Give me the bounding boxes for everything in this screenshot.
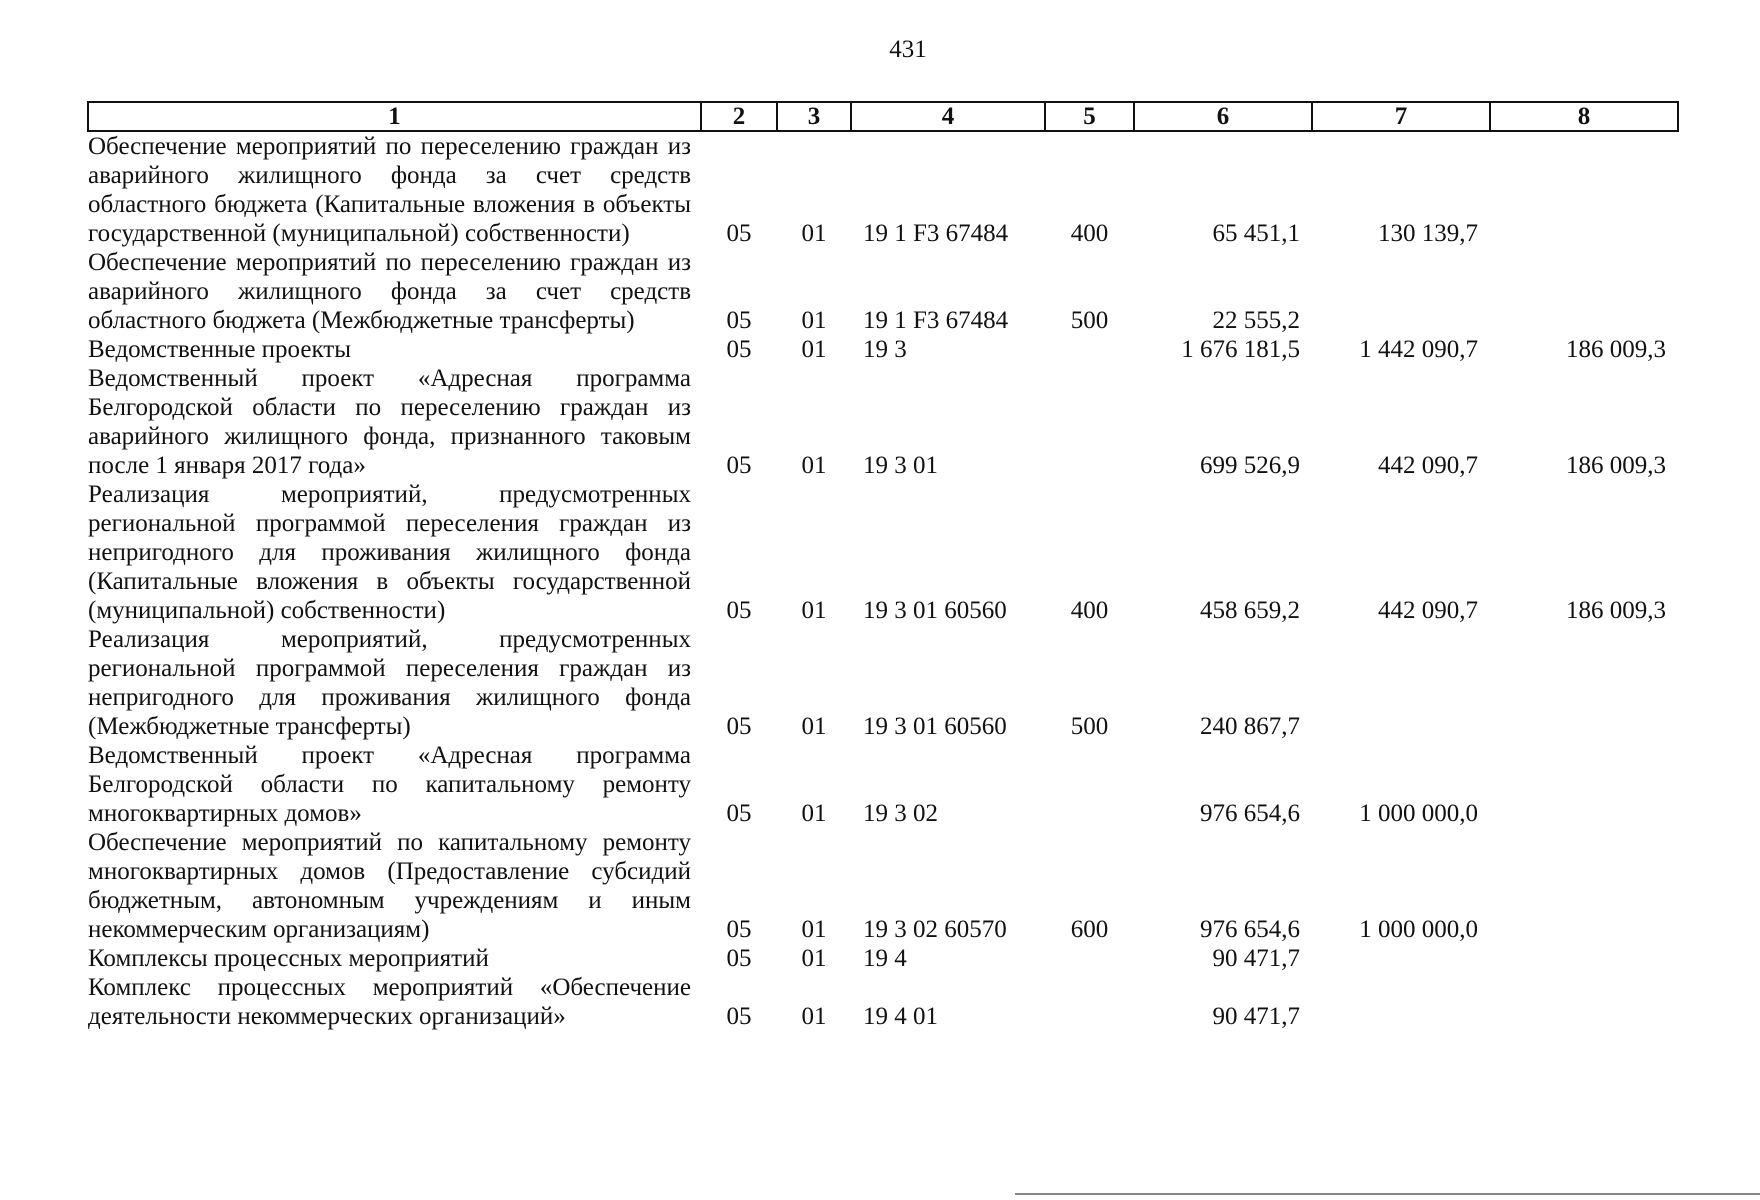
cell-name: Ведомственный проект «Адресная программа Белгородской области по капитальному ремонту многоквартирных домов»	[88, 742, 691, 827]
cell-section: 05	[726, 597, 752, 624]
cell-amount-6: 458 659,2	[1200, 597, 1300, 624]
column-header-4: 4	[851, 102, 1045, 131]
table-body	[88, 131, 1678, 1031]
cell-amount-8	[1490, 131, 1678, 248]
cell-target-code: 19 4	[863, 945, 907, 972]
cell-amount-6: 22 555,2	[1212, 307, 1300, 334]
table-row	[88, 364, 1678, 480]
table-row	[88, 131, 1678, 248]
cell-expense-type: 400	[1070, 597, 1109, 624]
scan-edge-line	[1015, 1193, 1760, 1195]
budget-table-container	[87, 101, 1677, 1031]
cell-expense-type: 500	[1070, 307, 1109, 334]
column-header-8: 8	[1490, 102, 1678, 131]
cell-subsection: 01	[801, 916, 827, 943]
cell-amount-8	[1490, 248, 1678, 335]
cell-section: 05	[726, 452, 752, 479]
cell-amount-6: 240 867,7	[1200, 713, 1300, 740]
column-header-5: 5	[1045, 102, 1134, 131]
cell-amount-7	[1312, 973, 1490, 1031]
cell-amount-7: 1 000 000,0	[1359, 800, 1478, 827]
cell-amount-8: 186 009,3	[1566, 336, 1666, 363]
cell-amount-7: 1 000 000,0	[1359, 916, 1478, 943]
cell-amount-6: 976 654,6	[1200, 916, 1300, 943]
cell-amount-7: 130 139,7	[1378, 220, 1478, 247]
cell-target-code: 19 3 02 60570	[863, 916, 1007, 943]
table-row	[88, 741, 1678, 828]
cell-name: Реализация мероприятий, предусмотренных региональной программой переселения граждан из непригодного для проживания жилищного фонда (Капитальные вложения в объекты государственной (муниципальной) собственности)	[88, 481, 691, 624]
cell-amount-6: 90 471,7	[1212, 945, 1300, 972]
column-header-1: 1	[88, 102, 701, 131]
cell-amount-6: 90 471,7	[1212, 1003, 1300, 1030]
cell-target-code: 19 3	[863, 336, 907, 363]
table-row	[88, 335, 1678, 364]
cell-section: 05	[726, 713, 752, 740]
cell-subsection: 01	[801, 307, 827, 334]
cell-amount-8	[1490, 741, 1678, 828]
cell-subsection: 01	[801, 713, 827, 740]
cell-section: 05	[726, 1003, 752, 1030]
page-number: 431	[889, 36, 927, 63]
column-header-7: 7	[1312, 102, 1490, 131]
cell-amount-7: 442 090,7	[1378, 597, 1478, 624]
cell-subsection: 01	[801, 945, 827, 972]
cell-subsection: 01	[801, 1003, 827, 1030]
cell-amount-6: 1 676 181,5	[1181, 336, 1300, 363]
column-header-2: 2	[701, 102, 777, 131]
cell-section: 05	[726, 916, 752, 943]
cell-name: Комплексы процессных мероприятий	[88, 945, 489, 972]
cell-target-code: 19 1 F3 67484	[863, 307, 1009, 334]
cell-amount-8: 186 009,3	[1566, 452, 1666, 479]
cell-name: Ведомственные проекты	[88, 336, 352, 363]
cell-amount-6: 976 654,6	[1200, 800, 1300, 827]
cell-amount-7: 1 442 090,7	[1359, 336, 1478, 363]
cell-subsection: 01	[801, 452, 827, 479]
cell-expense-type: 500	[1070, 713, 1109, 740]
cell-expense-type: 600	[1070, 916, 1109, 943]
column-header-6: 6	[1134, 102, 1312, 131]
cell-expense-type	[1045, 944, 1134, 973]
table-row	[88, 480, 1678, 625]
cell-subsection: 01	[801, 336, 827, 363]
budget-table	[87, 101, 1679, 1031]
header-row	[88, 102, 1678, 131]
cell-amount-8	[1490, 828, 1678, 944]
cell-amount-8	[1490, 625, 1678, 741]
table-row	[88, 828, 1678, 944]
cell-amount-7	[1312, 625, 1490, 741]
cell-name: Комплекс процессных мероприятий «Обеспечение деятельности некоммерческих организаций»	[88, 974, 691, 1030]
cell-expense-type	[1045, 741, 1134, 828]
cell-target-code: 19 3 01	[863, 452, 938, 479]
table-row	[88, 973, 1678, 1031]
cell-subsection: 01	[801, 220, 827, 247]
cell-expense-type	[1045, 335, 1134, 364]
cell-expense-type: 400	[1070, 220, 1109, 247]
cell-amount-8: 186 009,3	[1566, 597, 1666, 624]
cell-target-code: 19 1 F3 67484	[863, 220, 1009, 247]
cell-section: 05	[726, 220, 752, 247]
table-header	[88, 102, 1678, 131]
cell-target-code: 19 4 01	[863, 1003, 938, 1030]
column-header-3: 3	[777, 102, 851, 131]
cell-name: Обеспечение мероприятий по переселению граждан из аварийного жилищного фонда за счет средств областного бюджета (Капитальные вложения в объекты государственной (муниципальной) собственности)	[88, 133, 691, 247]
cell-target-code: 19 3 02	[863, 800, 938, 827]
cell-amount-6: 65 451,1	[1212, 220, 1300, 247]
cell-section: 05	[726, 800, 752, 827]
table-row	[88, 944, 1678, 973]
cell-name: Ведомственный проект «Адресная программа Белгородской области по переселению граждан из аварийного жилищного фонда, признанного таковым после 1 января 2017 года»	[88, 365, 691, 479]
table-row	[88, 625, 1678, 741]
cell-subsection: 01	[801, 597, 827, 624]
cell-expense-type	[1045, 973, 1134, 1031]
cell-name: Обеспечение мероприятий по переселению граждан из аварийного жилищного фонда за счет средств областного бюджета (Межбюджетные трансферты)	[88, 249, 691, 334]
cell-target-code: 19 3 01 60560	[863, 713, 1007, 740]
cell-amount-7	[1312, 248, 1490, 335]
cell-name: Обеспечение мероприятий по капитальному ремонту многоквартирных домов (Предоставление субсидий бюджетным, автономным учреждениям и иным некоммерческим организациям)	[88, 829, 691, 943]
cell-amount-8	[1490, 973, 1678, 1031]
cell-expense-type	[1045, 364, 1134, 480]
cell-section: 05	[726, 336, 752, 363]
cell-amount-8	[1490, 944, 1678, 973]
table-row	[88, 248, 1678, 335]
cell-amount-7: 442 090,7	[1378, 452, 1478, 479]
cell-amount-6: 699 526,9	[1200, 452, 1300, 479]
cell-target-code: 19 3 01 60560	[863, 597, 1007, 624]
cell-subsection: 01	[801, 800, 827, 827]
cell-section: 05	[726, 945, 752, 972]
cell-amount-7	[1312, 944, 1490, 973]
cell-name: Реализация мероприятий, предусмотренных региональной программой переселения граждан из непригодного для проживания жилищного фонда (Межбюджетные трансферты)	[88, 626, 691, 740]
cell-section: 05	[726, 307, 752, 334]
